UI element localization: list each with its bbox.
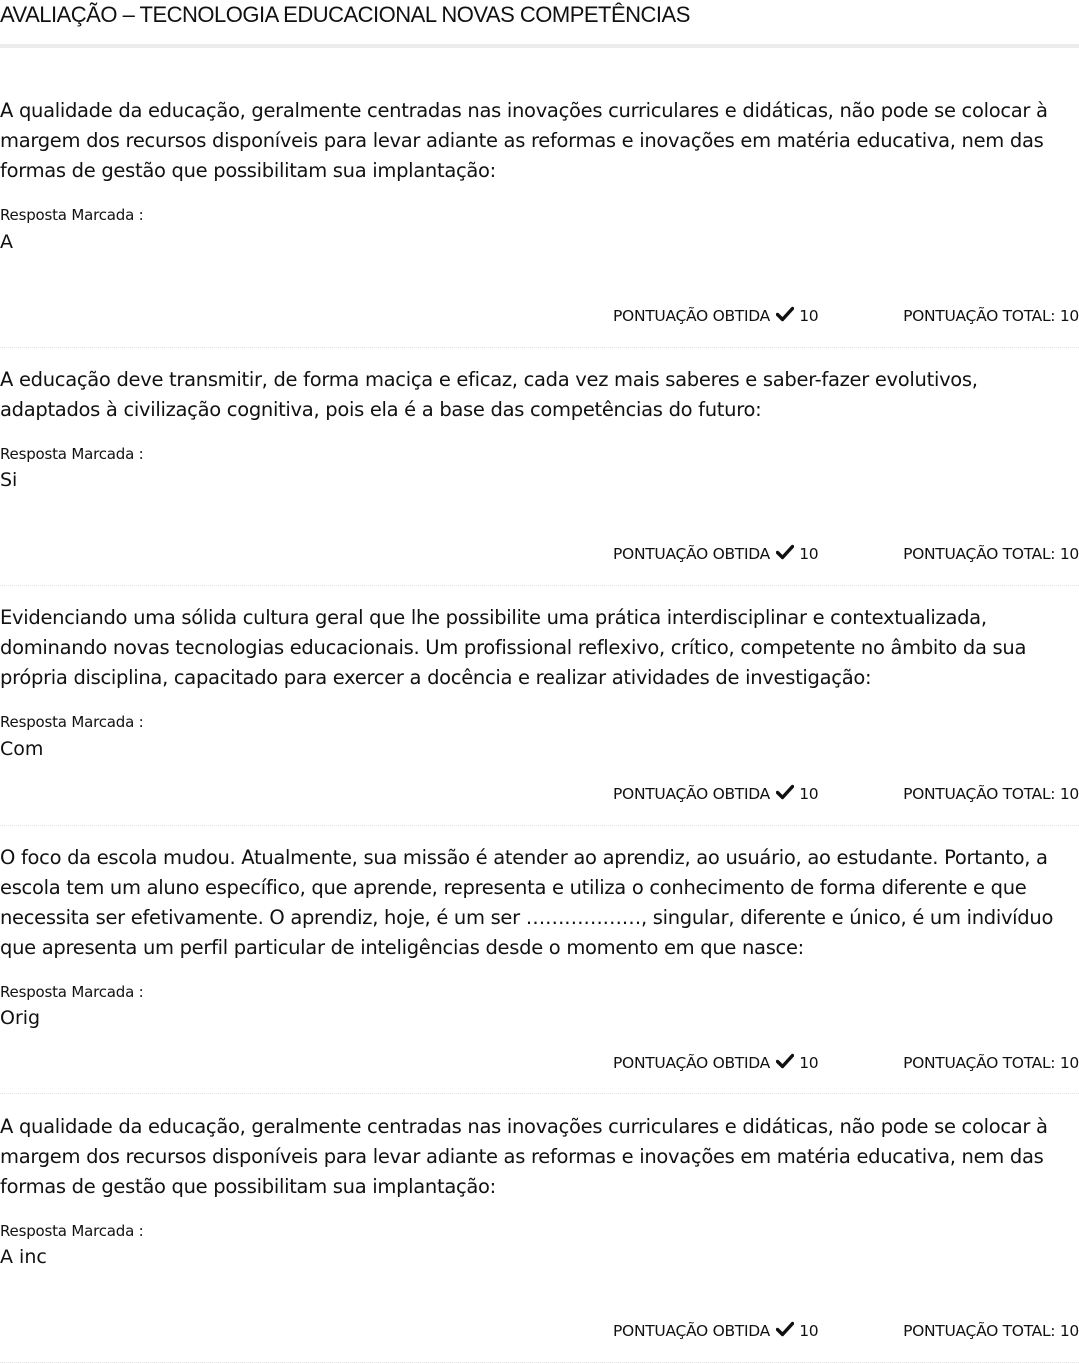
score-total — [903, 783, 1079, 805]
score-row — [0, 305, 1079, 327]
score-obtained-value: 10 — [799, 1322, 819, 1340]
score-total — [903, 543, 1079, 565]
score-obtained — [613, 1052, 818, 1074]
question-item — [0, 603, 1079, 825]
answer-label: Resposta Marcada : — [0, 445, 144, 463]
score-obtained-value: 10 — [799, 1054, 819, 1072]
score-obtained-value: 10 — [799, 307, 819, 325]
score-obtained-label: PONTUAÇÃO OBTIDA — [613, 1322, 770, 1340]
score-row — [0, 1320, 1079, 1342]
answer-value: A inc — [0, 1246, 47, 1268]
score-total-value: 10 — [1059, 1054, 1079, 1072]
checkmark-icon — [776, 1321, 794, 1337]
score-total — [903, 1052, 1079, 1074]
score-total — [903, 1320, 1079, 1342]
question-text: Evidenciando uma sólida cultura geral que lhe possibilite uma prática interdisciplinar e contextualizada, dominando novas tecnologias educacionais. Um profissional reflexivo, crítico, competente no âmbito da sua própria disciplina, capacitado para exercer a docência e realizar atividades de investigação: — [0, 606, 1027, 689]
score-row — [0, 543, 1079, 565]
question-item — [0, 843, 1079, 1093]
question-divider — [0, 1362, 1079, 1363]
question-text: A educação deve transmitir, de forma maciça e eficaz, cada vez mais saberes e saber-fazer evolutivos, adaptados à civilização cognitiva, pois ela é a base das competências do futuro: — [0, 368, 978, 421]
score-total-label: PONTUAÇÃO TOTAL: — [903, 545, 1056, 563]
score-obtained-label: PONTUAÇÃO OBTIDA — [613, 545, 770, 563]
checkmark-icon — [776, 306, 794, 322]
score-obtained-value: 10 — [799, 545, 819, 563]
checkmark-icon — [776, 1053, 794, 1069]
score-total-value: 10 — [1059, 307, 1079, 325]
question-item — [0, 1112, 1079, 1362]
question-text: A qualidade da educação, geralmente centradas nas inovações curriculares e didáticas, não pode se colocar à margem dos recursos disponíveis para levar adiante as reformas e inovações em matéria educativa, nem das formas de gestão que possibilitam sua implantação: — [0, 99, 1048, 182]
question-divider — [0, 585, 1079, 586]
checkmark-icon — [776, 784, 794, 800]
question-item — [0, 365, 1079, 585]
page-title: AVALIAÇÃO – TECNOLOGIA EDUCACIONAL NOVAS COMPETÊNCIAS — [0, 2, 690, 27]
score-obtained — [613, 305, 818, 327]
answer-label: Resposta Marcada : — [0, 1222, 144, 1240]
question-divider — [0, 1093, 1079, 1094]
score-total-value: 10 — [1059, 785, 1079, 803]
score-total-label: PONTUAÇÃO TOTAL: — [903, 307, 1056, 325]
question-divider — [0, 825, 1079, 826]
question-divider — [0, 347, 1079, 348]
answer-label: Resposta Marcada : — [0, 206, 144, 224]
answer-label: Resposta Marcada : — [0, 713, 144, 731]
answer-label: Resposta Marcada : — [0, 983, 144, 1001]
score-obtained-value: 10 — [799, 785, 819, 803]
answer-value: Si — [0, 469, 18, 491]
score-obtained — [613, 543, 818, 565]
score-obtained-label: PONTUAÇÃO OBTIDA — [613, 785, 770, 803]
score-total — [903, 305, 1079, 327]
score-obtained — [613, 1320, 818, 1342]
answer-value: Orig — [0, 1007, 41, 1029]
score-obtained-label: PONTUAÇÃO OBTIDA — [613, 307, 770, 325]
score-total-value: 10 — [1059, 545, 1079, 563]
score-obtained — [613, 783, 818, 805]
score-row — [0, 783, 1079, 805]
page-header — [0, 0, 1079, 48]
answer-value: A — [0, 231, 13, 253]
question-item — [0, 96, 1079, 348]
score-row — [0, 1052, 1079, 1074]
score-total-label: PONTUAÇÃO TOTAL: — [903, 1322, 1056, 1340]
score-total-label: PONTUAÇÃO TOTAL: — [903, 785, 1056, 803]
score-total-value: 10 — [1059, 1322, 1079, 1340]
score-obtained-label: PONTUAÇÃO OBTIDA — [613, 1054, 770, 1072]
question-text: A qualidade da educação, geralmente centradas nas inovações curriculares e didáticas, não pode se colocar à margem dos recursos disponíveis para levar adiante as reformas e inovações em matéria educativa, nem das formas de gestão que possibilitam sua implantação: — [0, 1115, 1048, 1198]
question-text: O foco da escola mudou. Atualmente, sua missão é atender ao aprendiz, ao usuário, ao estudante. Portanto, a escola tem um aluno específico, que aprende, representa e utiliza o conhecimento de forma diferente e que necessita ser efetivamente. O aprendiz, hoje, é um ser ………………, singular, diferente e único, é um indivíduo que apresenta um perfil particular de inteligências desde o momento em que nasce: — [0, 846, 1054, 959]
checkmark-icon — [776, 544, 794, 560]
answer-value: Com — [0, 738, 44, 760]
score-total-label: PONTUAÇÃO TOTAL: — [903, 1054, 1056, 1072]
